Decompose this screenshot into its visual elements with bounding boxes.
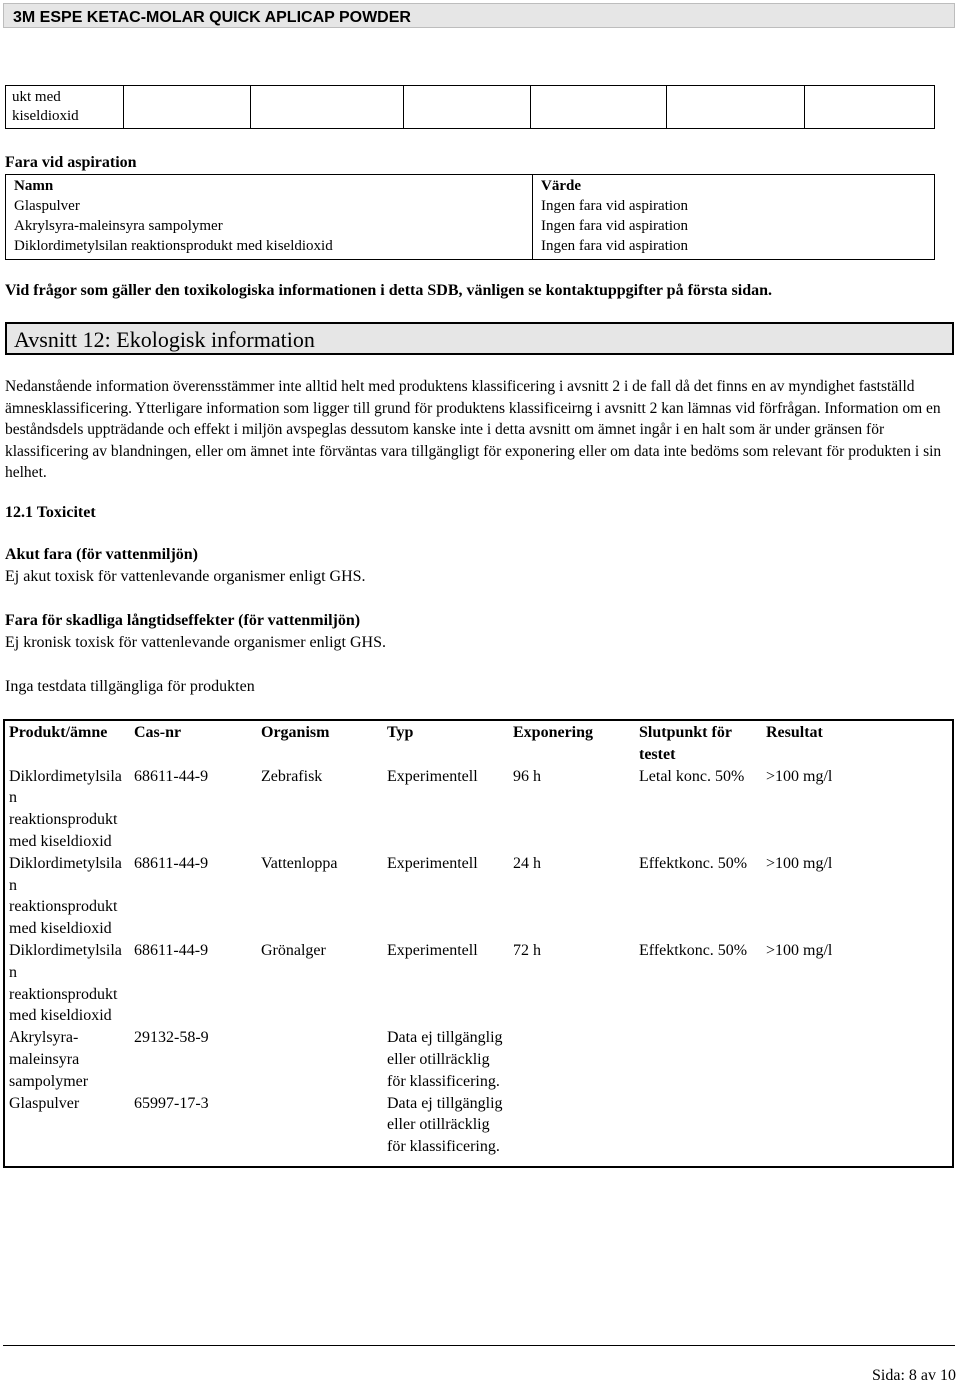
section-header	[5, 322, 954, 355]
exposure-cell: 72 h	[513, 941, 541, 959]
toxicity-table	[3, 719, 954, 1168]
column-header-name: Namn	[6, 175, 533, 197]
acute-hazard-title: Akut fara (för vattenmiljön)	[5, 546, 199, 563]
organism-cell: Zebrafisk	[261, 767, 323, 785]
column-header: Resultat	[766, 724, 823, 741]
empty-cell	[124, 86, 251, 129]
aspiration-heading: Fara vid aspiration	[5, 154, 137, 171]
product-cell: Diklordimetylsilan reaktionsprodukt med kiseldioxid	[9, 854, 122, 938]
table-cell: Akrylsyra-maleinsyra sampolymer	[6, 216, 533, 236]
endpoint-cell	[635, 1093, 762, 1167]
aspiration-table	[5, 174, 935, 260]
footer-divider	[3, 1345, 955, 1346]
endpoint-cell: Effektkonc. 50%	[639, 854, 748, 872]
empty-cell	[531, 86, 667, 129]
cas-cell: 68611-44-9	[134, 941, 209, 959]
column-header: Exponering	[513, 724, 594, 741]
type-cell: Data ej tillgänglig eller otillräcklig för klassificering.	[387, 1094, 503, 1156]
section-title: Avsnitt 12: Ekologisk information	[14, 327, 315, 352]
column-header: Produkt/ämne	[9, 724, 108, 741]
type-cell: Data ej tillgänglig eller otillräcklig för klassificering.	[387, 1029, 503, 1090]
table-row	[4, 940, 953, 1027]
continued-cell: ukt med kiseldioxid	[6, 86, 124, 129]
result-cell: >100 mg/l	[766, 854, 833, 872]
table-cell: Ingen fara vid aspiration	[541, 218, 689, 234]
product-title: 3M ESPE KETAC-MOLAR QUICK APLICAP POWDER	[13, 9, 411, 26]
acute-hazard-text: Ej akut toxisk för vattenlevande organismer enligt GHS.	[5, 568, 366, 585]
type-cell: Experimentell	[387, 767, 478, 785]
product-cell: Akrylsyra-maleinsyra sampolymer	[9, 1029, 89, 1090]
cas-cell: 65997-17-3	[134, 1094, 209, 1112]
cas-cell: 68611-44-9	[134, 767, 209, 785]
exposure-cell: 24 h	[513, 854, 541, 872]
product-cell: Glaspulver	[9, 1094, 80, 1112]
empty-cell	[404, 86, 531, 129]
cas-cell: 29132-58-9	[134, 1029, 209, 1047]
section-intro: Nedanstående information överensstämmer inte alltid helt med produktens klassificering i avsnitt 2 i de fall då det finns en av myndighet fastställd ämnesklassificering. Ytterligare information som ligger till grund för produktens klassificeirng i avsnitt 2 kan lämnas vid förfrågan. Information om en beståndsdels uppträdande och effekt i miljön avspeglas dessutom kanske inte i detta avsnitt om ämnet ingår i en halt som är under gränsen för klassificering av blandningen, eller om ämnet inte förväntas vara tillgängligt för exponering eller om data inte bedöms som relevant för produkten i sin helhet.	[5, 378, 942, 481]
column-header: Typ	[387, 724, 414, 741]
exposure-cell	[509, 1027, 635, 1092]
column-header-value: Värde	[541, 178, 581, 194]
type-cell: Experimentell	[387, 941, 478, 959]
column-header: Organism	[261, 724, 330, 741]
document-header	[3, 3, 955, 28]
organism-cell	[257, 1027, 383, 1092]
organism-cell: Vattenloppa	[261, 854, 338, 872]
organism-cell	[257, 1093, 383, 1167]
column-header: Cas-nr	[134, 724, 182, 741]
no-data-note: Inga testdata tillgängliga för produkten	[5, 678, 255, 695]
product-cell: Diklordimetylsilan reaktionsprodukt med kiseldioxid	[9, 941, 122, 1025]
organism-cell: Grönalger	[261, 941, 326, 959]
table-cell: Ingen fara vid aspiration	[541, 238, 689, 254]
empty-cell	[805, 86, 935, 129]
table-row	[4, 1093, 953, 1167]
endpoint-cell: Effektkonc. 50%	[639, 941, 748, 959]
chronic-hazard-text: Ej kronisk toxisk för vattenlevande organismer enligt GHS.	[5, 634, 386, 651]
chronic-hazard-title: Fara för skadliga långtidseffekter (för vattenmiljön)	[5, 612, 361, 629]
column-header: Slutpunkt för testet	[639, 724, 732, 763]
endpoint-cell	[635, 1027, 762, 1092]
empty-cell	[667, 86, 805, 129]
table-cell: Diklordimetylsilan reaktionsprodukt med kiseldioxid	[6, 236, 533, 260]
cas-cell: 68611-44-9	[134, 854, 209, 872]
exposure-cell: 96 h	[513, 767, 541, 785]
result-cell: >100 mg/l	[766, 767, 833, 785]
empty-cell	[251, 86, 404, 129]
exposure-cell	[509, 1093, 635, 1167]
product-cell: Diklordimetylsilan reaktionsprodukt med kiseldioxid	[9, 767, 122, 850]
result-cell	[762, 1027, 953, 1092]
continued-table-fragment	[5, 85, 935, 129]
contact-note: Vid frågor som gäller den toxikologiska informationen i detta SDB, vänligen se kontaktuppgifter på första sidan.	[5, 282, 773, 299]
type-cell: Experimentell	[387, 854, 478, 872]
table-cell: Glaspulver	[6, 196, 533, 216]
table-row	[4, 853, 953, 940]
table-cell: Ingen fara vid aspiration	[541, 198, 689, 214]
endpoint-cell: Letal konc. 50%	[639, 767, 745, 785]
table-row	[4, 766, 953, 853]
result-cell	[762, 1093, 953, 1167]
result-cell: >100 mg/l	[766, 941, 833, 959]
toxicity-heading: 12.1 Toxicitet	[5, 504, 96, 521]
page-number: Sida: 8 av 10	[872, 1367, 956, 1384]
table-row	[4, 1027, 953, 1092]
